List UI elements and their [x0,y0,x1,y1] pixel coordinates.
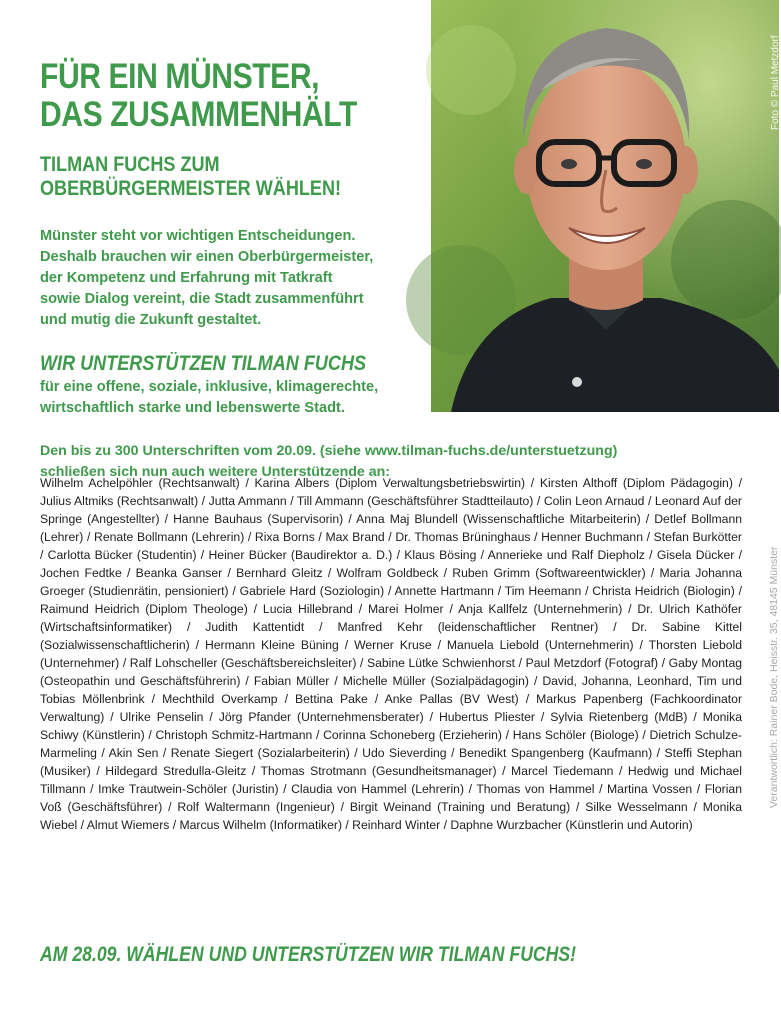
lead-line-1: Den bis zu 300 Unterschriften vom 20.09. (siehe www.tilman-fuchs.de/unterstuetzung) [40,443,618,459]
photo-credit: Foto © Paul Metzdorf [770,35,781,130]
headline-line-2: DAS ZUSAMMENHÄLT [40,95,357,134]
support-title: WIR UNTERSTÜTZEN TILMAN FUCHS [40,352,367,375]
intro-line: sowie Dialog vereint, die Stadt zusammenführt [40,291,364,307]
lead-line-2: schließen sich nun auch weitere Unterstützende an: [40,464,391,480]
supporters-list: Wilhelm Achelpöhler (Rechtsanwalt) / Karina Albers (Diplom Verwaltungsbetriebswirtin) / Kirsten Althoff (Diplom Pädagogin) / Julius Altmiks (Rechtsanwalt) / Jutta Ammann / Till Ammann (Geschäftsführer Stadtteilauto) / Colin Leon Arnaud / Leonard Auf der Springe (Angestellter) / Hanne Bauhaus (Supervisorin) / Anna Maj Blundell (Wissenschaftliche Mitarbeiterin) / Detlef Bollmann (Lehrer) / Renate Bollmann (Lehrerin) / Rixa Borns / Max Brand / Dr. Thomas Brüninghaus / Henner Buchmann / Stefan Burkötter / Carlotta Bücker (Studentin) / Heiner Bücker (Baudirektor a. D.) / Klaus Bösing / Annerieke und Ralf Diepholz / Gisela Dücker / Jochen Fedtke / Beanka Ganser / Bernhard Gleitz / Wolfram Goldbeck / Ruben Grimm (Softwareentwickler) / Maria Johanna Groeger (Studienrätin, pensioniert) / Gabriele Hard (Soziologin) / Annette Hartmann / Tim Heemann / Christa Heidrich (Biologin) / Raimund Heidrich (Diplom Theologe) / Lucia Hillebrand / Marei Holmer / Anja Kallfelz (Unternehmerin) / Dr. Ulrich Kathöfer (Wirtschaftsinformatiker) / Judith Kattentidt / Manfred Kehr (leidenschaftlicher Rentner) / Dr. Sabine Kittel (Sozialwissenschaftlicherin) / Hermann Kleine Büning / Werner Kruse / Manuela Liebold (Unternehmerin) / Thorsten Liebold (Unternehmer) / Ralf Lohscheller (Geschäftsbereichsleiter) / Sabine Lütke Schwienhorst / Paul Metzdorf (Fotograf) / Gaby Montag (Osteopathin und Geschäftsführerin) / Fabian Müller / Michelle Müller (Sozialpädagogin) / David, Johanna, Leonhard, Tim und Tobias Möllenbrink / Mechthild Overkamp / Bettina Pake / Anke Pallas (BV West) / Markus Papenberg (Fachkoordinator Verwaltung) / Ulrike Penselin / Jörg Pfander (Unternehmensberater) / Hubertus Pliester / Sylvia Rietenberg (MdB) / Monika Schiwy (Künstlerin) / Christoph Schmitz-Hartmann / Corinna Schoneberg (Erzieherin) / Hans Schöler (Biologe) / Dietrich Schulze-Marmeling / Akin Sen / Renate Siegert (Sozialarbeiterin) / Udo Sieverding / Benedikt Spangenberg (Kaufmann) / Steffi Stephan (Musiker) / Hildegard Stredulla-Gleitz / Thomas Strotmann (Gesundheitsmanager) / Marcel Tiedemann / Hedwig und Michael Tillmann / Imke Trautwein-Schöler (Juristin) / Claudia von Hammel (Lehrerin) / Thomas von Hammel / Martina Vossen / Florian Voß (Geschäftsführer) / Rolf Waltermann (Ingenieur) / Birgit Weinand (Training und Beratung) / Silke Wesselmann / Monika Wiebel / Almut Wiemers / Marcus Wilhelm (Informatiker) / Reinhard Winter / Daphne Wurzbacher (Künstlerin und Autorin) [40,476,742,832]
intro-paragraph [40,226,420,331]
support-line-1: für eine offene, soziale, inklusive, klimagerechte, [40,379,379,395]
intro-line: der Kompetenz und Erfahrung mit Tatkraft [40,270,333,286]
subheadline-line-1: TILMAN FUCHS ZUM [40,153,220,176]
intro-line: und mutig die Zukunft gestaltet. [40,312,262,328]
intro-line: Münster steht vor wichtigen Entscheidungen. [40,228,356,244]
closing-slogan: AM 28.09. WÄHLEN UND UNTERSTÜTZEN WIR TILMAN FUCHS! [40,943,577,966]
headline-line-1: FÜR EIN MÜNSTER, [40,57,320,96]
candidate-portrait [431,0,779,412]
main-headline [40,58,367,134]
imprint-text: Verantwortlich: Rainer Bode, Heisstr. 35, 48145 Münster [768,546,780,808]
support-subtitle [40,377,420,419]
sub-headline [40,153,367,201]
subheadline-line-2: OBERBÜRGERMEISTER WÄHLEN! [40,177,341,200]
support-line-2: wirtschaftlich starke und lebenswerte Stadt. [40,400,345,416]
intro-line: Deshalb brauchen wir einen Oberbürgermeister, [40,249,374,265]
